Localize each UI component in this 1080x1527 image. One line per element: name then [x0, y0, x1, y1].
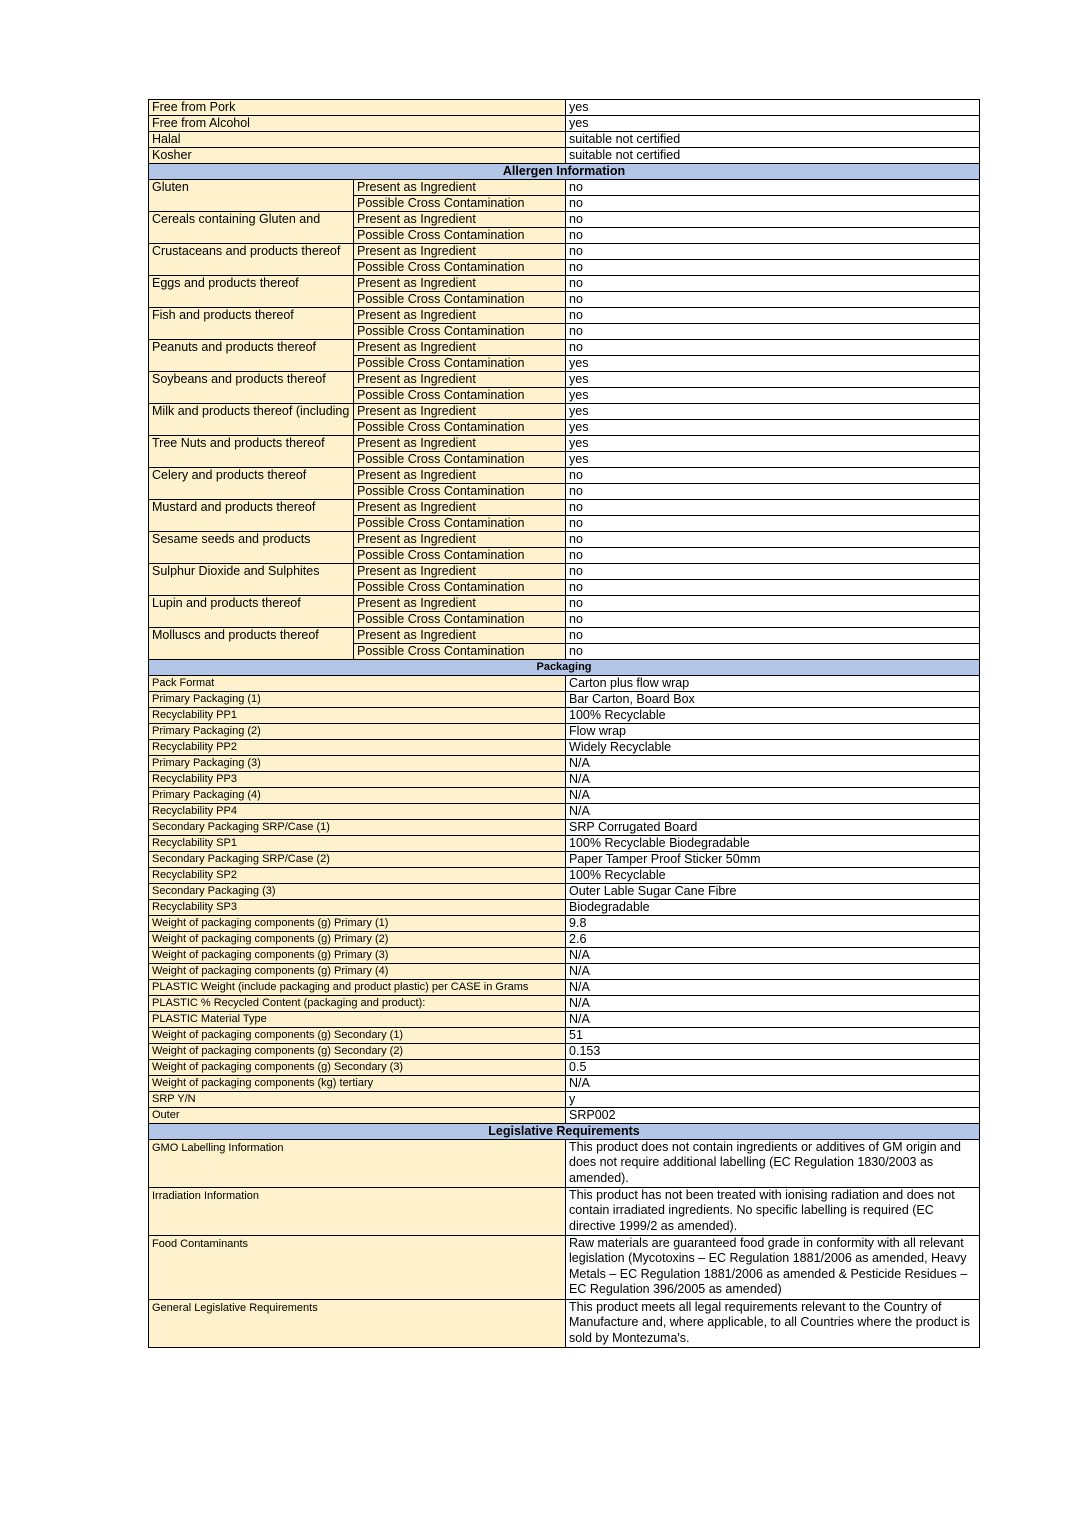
packaging-row: [149, 1092, 980, 1108]
packaging-label: Recyclability SP1: [149, 836, 566, 852]
present-value: no: [566, 340, 980, 356]
cross-value: yes: [566, 420, 980, 436]
present-value: no: [566, 628, 980, 644]
allergen-name: Celery and products thereof: [149, 468, 354, 500]
packaging-value: SRP002: [566, 1108, 980, 1124]
section-title-packaging: Packaging: [149, 660, 980, 676]
present-as-ingredient-label: Present as Ingredient: [354, 596, 566, 612]
present-as-ingredient-label: Present as Ingredient: [354, 532, 566, 548]
cross-value: no: [566, 292, 980, 308]
legislative-value: Raw materials are guaranteed food grade in conformity with all relevant legislation (Mycotoxins – EC Regulation 1881/2006 as amended, Heavy Metals – EC Regulation 1881/2006 as amended & Pesticide Residues – EC Regulation 396/2005 as amended): [566, 1236, 980, 1300]
row-value: suitable not certified: [566, 148, 980, 164]
cross-contamination-label: Possible Cross Contamination: [354, 228, 566, 244]
allergen-row: [149, 372, 980, 388]
packaging-value: 100% Recyclable: [566, 708, 980, 724]
packaging-label: Weight of packaging components (g) Primary (1): [149, 916, 566, 932]
cross-contamination-label: Possible Cross Contamination: [354, 548, 566, 564]
packaging-label: Weight of packaging components (g) Primary (3): [149, 948, 566, 964]
packaging-value: Bar Carton, Board Box: [566, 692, 980, 708]
cross-value: no: [566, 516, 980, 532]
packaging-row: [149, 820, 980, 836]
present-value: no: [566, 596, 980, 612]
allergen-row: [149, 628, 980, 644]
packaging-value: SRP Corrugated Board: [566, 820, 980, 836]
packaging-label: Primary Packaging (3): [149, 756, 566, 772]
legislative-value: This product does not contain ingredients or additives of GM origin and does not require additional labelling (EC Regulation 1830/2003 as amended).: [566, 1140, 980, 1188]
info-row: [149, 132, 980, 148]
cross-contamination-label: Possible Cross Contamination: [354, 580, 566, 596]
packaging-value: N/A: [566, 788, 980, 804]
packaging-row: [149, 1028, 980, 1044]
row-value: yes: [566, 100, 980, 116]
allergen-name: Sulphur Dioxide and Sulphites: [149, 564, 354, 596]
packaging-value: N/A: [566, 1012, 980, 1028]
cross-contamination-label: Possible Cross Contamination: [354, 196, 566, 212]
packaging-row: [149, 788, 980, 804]
present-as-ingredient-label: Present as Ingredient: [354, 308, 566, 324]
allergen-name: Molluscs and products thereof: [149, 628, 354, 660]
packaging-label: Recyclability PP1: [149, 708, 566, 724]
packaging-row: [149, 996, 980, 1012]
legislative-row: [149, 1300, 980, 1348]
packaging-value: Paper Tamper Proof Sticker 50mm: [566, 852, 980, 868]
allergen-row: [149, 500, 980, 516]
packaging-value: Outer Lable Sugar Cane Fibre: [566, 884, 980, 900]
present-value: no: [566, 244, 980, 260]
allergen-name: Sesame seeds and products: [149, 532, 354, 564]
allergen-name: Cereals containing Gluten and: [149, 212, 354, 244]
allergen-row: [149, 180, 980, 196]
cross-contamination-label: Possible Cross Contamination: [354, 356, 566, 372]
section-header-row: [149, 1124, 980, 1140]
packaging-row: [149, 1044, 980, 1060]
cross-value: no: [566, 612, 980, 628]
packaging-value: N/A: [566, 996, 980, 1012]
present-as-ingredient-label: Present as Ingredient: [354, 500, 566, 516]
row-label: Kosher: [149, 148, 566, 164]
packaging-row: [149, 772, 980, 788]
packaging-label: PLASTIC Weight (include packaging and product plastic) per CASE in Grams: [149, 980, 566, 996]
cross-value: no: [566, 196, 980, 212]
packaging-value: Biodegradable: [566, 900, 980, 916]
packaging-label: Weight of packaging components (g) Secondary (1): [149, 1028, 566, 1044]
allergen-row: [149, 468, 980, 484]
cross-contamination-label: Possible Cross Contamination: [354, 292, 566, 308]
packaging-value: 0.153: [566, 1044, 980, 1060]
allergen-name: Fish and products thereof: [149, 308, 354, 340]
cross-value: no: [566, 580, 980, 596]
packaging-value: N/A: [566, 756, 980, 772]
packaging-label: PLASTIC % Recycled Content (packaging and product):: [149, 996, 566, 1012]
packaging-row: [149, 964, 980, 980]
packaging-label: Secondary Packaging (3): [149, 884, 566, 900]
packaging-value: 9.8: [566, 916, 980, 932]
packaging-value: 0.5: [566, 1060, 980, 1076]
legislative-label: Irradiation Information: [149, 1188, 566, 1236]
present-value: no: [566, 500, 980, 516]
info-row: [149, 100, 980, 116]
cross-value: no: [566, 260, 980, 276]
row-label: Free from Pork: [149, 100, 566, 116]
allergen-row: [149, 212, 980, 228]
present-as-ingredient-label: Present as Ingredient: [354, 276, 566, 292]
cross-contamination-label: Possible Cross Contamination: [354, 260, 566, 276]
packaging-row: [149, 852, 980, 868]
cross-contamination-label: Possible Cross Contamination: [354, 324, 566, 340]
packaging-value: 2.6: [566, 932, 980, 948]
packaging-value: Carton plus flow wrap: [566, 676, 980, 692]
legislative-row: [149, 1188, 980, 1236]
packaging-row: [149, 708, 980, 724]
present-as-ingredient-label: Present as Ingredient: [354, 244, 566, 260]
info-row: [149, 148, 980, 164]
cross-value: no: [566, 484, 980, 500]
present-as-ingredient-label: Present as Ingredient: [354, 180, 566, 196]
packaging-label: PLASTIC Material Type: [149, 1012, 566, 1028]
packaging-label: Recyclability SP2: [149, 868, 566, 884]
present-as-ingredient-label: Present as Ingredient: [354, 628, 566, 644]
cross-contamination-label: Possible Cross Contamination: [354, 420, 566, 436]
allergen-name: Tree Nuts and products thereof: [149, 436, 354, 468]
legislative-row: [149, 1236, 980, 1300]
allergen-name: Gluten: [149, 180, 354, 212]
packaging-label: Primary Packaging (4): [149, 788, 566, 804]
cross-value: no: [566, 644, 980, 660]
section-header-row: [149, 660, 980, 676]
cross-contamination-label: Possible Cross Contamination: [354, 388, 566, 404]
row-label: Free from Alcohol: [149, 116, 566, 132]
packaging-row: [149, 836, 980, 852]
packaging-value: Flow wrap: [566, 724, 980, 740]
present-value: no: [566, 180, 980, 196]
present-value: no: [566, 276, 980, 292]
packaging-value: N/A: [566, 948, 980, 964]
packaging-label: SRP Y/N: [149, 1092, 566, 1108]
packaging-label: Pack Format: [149, 676, 566, 692]
packaging-value: N/A: [566, 804, 980, 820]
cross-value: no: [566, 324, 980, 340]
packaging-label: Recyclability PP2: [149, 740, 566, 756]
section-title-legislative: Legislative Requirements: [149, 1124, 980, 1140]
packaging-row: [149, 804, 980, 820]
legislative-value: This product meets all legal requirements relevant to the Country of Manufacture and, where applicable, to all Countries where the product is sold by Montezuma's.: [566, 1300, 980, 1348]
packaging-row: [149, 756, 980, 772]
present-as-ingredient-label: Present as Ingredient: [354, 564, 566, 580]
present-value: yes: [566, 404, 980, 420]
packaging-row: [149, 916, 980, 932]
packaging-row: [149, 740, 980, 756]
packaging-value: y: [566, 1092, 980, 1108]
cross-contamination-label: Possible Cross Contamination: [354, 644, 566, 660]
packaging-label: Recyclability SP3: [149, 900, 566, 916]
cross-value: yes: [566, 388, 980, 404]
present-as-ingredient-label: Present as Ingredient: [354, 468, 566, 484]
packaging-label: Outer: [149, 1108, 566, 1124]
present-as-ingredient-label: Present as Ingredient: [354, 212, 566, 228]
packaging-value: 51: [566, 1028, 980, 1044]
allergen-name: Lupin and products thereof: [149, 596, 354, 628]
present-value: no: [566, 212, 980, 228]
packaging-row: [149, 1108, 980, 1124]
allergen-row: [149, 340, 980, 356]
cross-value: yes: [566, 452, 980, 468]
allergen-name: Mustard and products thereof: [149, 500, 354, 532]
allergen-row: [149, 308, 980, 324]
packaging-label: Weight of packaging components (g) Primary (4): [149, 964, 566, 980]
cross-contamination-label: Possible Cross Contamination: [354, 612, 566, 628]
packaging-row: [149, 692, 980, 708]
packaging-label: Secondary Packaging SRP/Case (1): [149, 820, 566, 836]
packaging-row: [149, 868, 980, 884]
legislative-label: GMO Labelling Information: [149, 1140, 566, 1188]
cross-value: yes: [566, 356, 980, 372]
cross-contamination-label: Possible Cross Contamination: [354, 516, 566, 532]
allergen-row: [149, 532, 980, 548]
allergen-row: [149, 564, 980, 580]
section-title-allergen: Allergen Information: [149, 164, 980, 180]
present-value: no: [566, 564, 980, 580]
row-value: suitable not certified: [566, 132, 980, 148]
present-as-ingredient-label: Present as Ingredient: [354, 372, 566, 388]
present-as-ingredient-label: Present as Ingredient: [354, 436, 566, 452]
allergen-name: Soybeans and products thereof: [149, 372, 354, 404]
packaging-row: [149, 1076, 980, 1092]
packaging-value: Widely Recyclable: [566, 740, 980, 756]
present-value: no: [566, 532, 980, 548]
present-value: no: [566, 308, 980, 324]
info-row: [149, 116, 980, 132]
legislative-label: Food Contaminants: [149, 1236, 566, 1300]
packaging-label: Weight of packaging components (g) Secondary (3): [149, 1060, 566, 1076]
allergen-row: [149, 404, 980, 420]
row-value: yes: [566, 116, 980, 132]
packaging-row: [149, 724, 980, 740]
section-header-row: [149, 164, 980, 180]
cross-contamination-label: Possible Cross Contamination: [354, 452, 566, 468]
spec-sheet-table: [148, 99, 980, 1348]
present-value: yes: [566, 436, 980, 452]
packaging-value: N/A: [566, 772, 980, 788]
packaging-value: 100% Recyclable Biodegradable: [566, 836, 980, 852]
packaging-row: [149, 980, 980, 996]
allergen-name: Peanuts and products thereof: [149, 340, 354, 372]
packaging-value: N/A: [566, 1076, 980, 1092]
legislative-value: This product has not been treated with ionising radiation and does not contain irradiated ingredients. No specific labelling is required (EC directive 1999/2 as amended).: [566, 1188, 980, 1236]
packaging-label: Primary Packaging (2): [149, 724, 566, 740]
packaging-row: [149, 676, 980, 692]
packaging-row: [149, 884, 980, 900]
packaging-row: [149, 948, 980, 964]
allergen-row: [149, 276, 980, 292]
allergen-name: Eggs and products thereof: [149, 276, 354, 308]
allergen-name: Crustaceans and products thereof: [149, 244, 354, 276]
allergen-row: [149, 596, 980, 612]
packaging-label: Recyclability PP4: [149, 804, 566, 820]
row-label: Halal: [149, 132, 566, 148]
legislative-label: General Legislative Requirements: [149, 1300, 566, 1348]
packaging-label: Weight of packaging components (g) Secondary (2): [149, 1044, 566, 1060]
packaging-label: Secondary Packaging SRP/Case (2): [149, 852, 566, 868]
cross-value: no: [566, 548, 980, 564]
packaging-label: Weight of packaging components (g) Primary (2): [149, 932, 566, 948]
packaging-value: 100% Recyclable: [566, 868, 980, 884]
cross-contamination-label: Possible Cross Contamination: [354, 484, 566, 500]
packaging-value: N/A: [566, 980, 980, 996]
present-value: no: [566, 468, 980, 484]
packaging-row: [149, 932, 980, 948]
legislative-row: [149, 1140, 980, 1188]
cross-value: no: [566, 228, 980, 244]
present-value: yes: [566, 372, 980, 388]
packaging-value: N/A: [566, 964, 980, 980]
packaging-label: Primary Packaging (1): [149, 692, 566, 708]
packaging-row: [149, 1012, 980, 1028]
packaging-row: [149, 900, 980, 916]
allergen-row: [149, 436, 980, 452]
packaging-label: Recyclability PP3: [149, 772, 566, 788]
present-as-ingredient-label: Present as Ingredient: [354, 404, 566, 420]
allergen-name: Milk and products thereof (including: [149, 404, 354, 436]
packaging-row: [149, 1060, 980, 1076]
present-as-ingredient-label: Present as Ingredient: [354, 340, 566, 356]
allergen-row: [149, 244, 980, 260]
packaging-label: Weight of packaging components (kg) tertiary: [149, 1076, 566, 1092]
